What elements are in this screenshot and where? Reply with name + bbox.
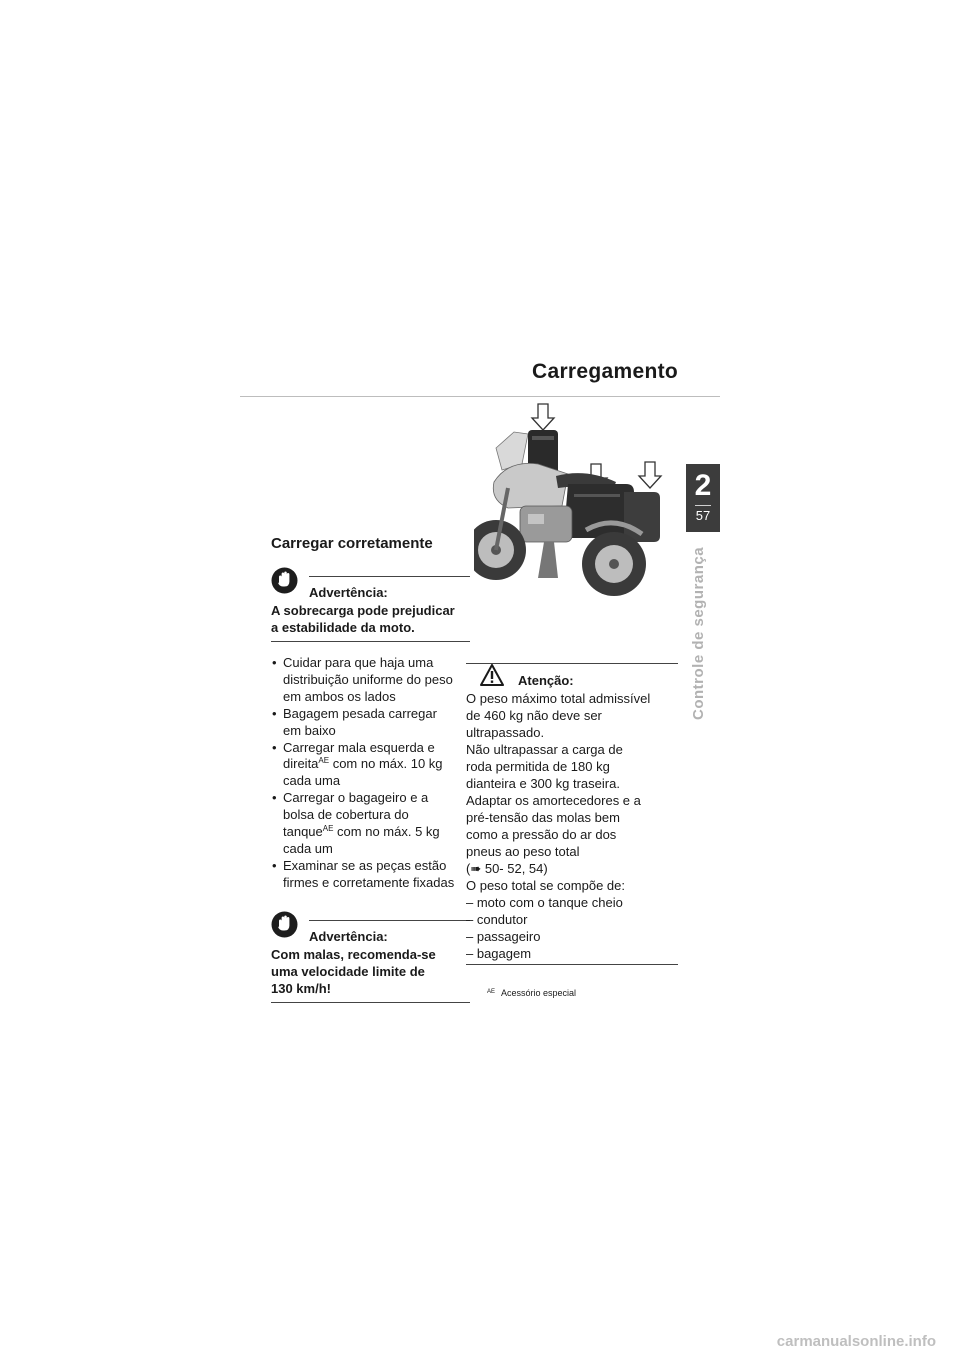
watermark: carmanualsonline.info <box>776 1333 936 1350</box>
title-divider <box>240 396 720 397</box>
list-item <box>271 706 476 740</box>
warning-box-overload <box>271 567 470 642</box>
attention-line: O peso máximo total admissível <box>466 691 651 706</box>
arrow-down-icon <box>532 404 554 430</box>
attention-line: roda permitida de 180 kg <box>466 759 610 774</box>
warning-line: uma velocidade limite de <box>271 964 425 979</box>
attention-line: – condutor <box>466 912 528 927</box>
loading-instructions-list <box>271 655 476 892</box>
hand-stop-icon <box>271 567 298 594</box>
warning-label: Advertência: <box>309 929 388 944</box>
chapter-number: 2 <box>694 469 712 502</box>
attention-line: – bagagem <box>466 946 532 961</box>
footnote-mark: AE <box>487 989 496 995</box>
list-line: • Bagagem pesada carregar <box>283 705 437 721</box>
page-number: 57 <box>695 508 711 523</box>
accessory-mark: AE <box>322 824 334 834</box>
attention-line: pré-tensão das molas bem <box>466 810 620 825</box>
attention-line: ultrapassado. <box>466 725 545 740</box>
warning-rule <box>309 576 470 577</box>
chapter-label: Controle de segurança <box>690 546 707 720</box>
attention-line: – moto com o tanque cheio <box>466 895 623 910</box>
warning-line: a estabilidade da moto. <box>271 620 415 635</box>
warning-line: Com malas, recomenda-se <box>271 947 436 962</box>
page-title: Carregamento <box>532 360 678 383</box>
attention-line: como a pressão do ar dos <box>466 827 617 842</box>
list-line: • Carregar o bagageiro e a <box>283 790 429 806</box>
list-line: em ambos os lados <box>283 688 396 704</box>
warning-box-speed <box>271 911 470 1003</box>
list-text: direita <box>283 756 319 772</box>
list-line <box>283 756 476 773</box>
attention-line: Adaptar os amortecedores e a <box>466 793 641 808</box>
motorcycle-luggage-illustration <box>474 402 684 607</box>
warning-triangle-icon <box>480 664 504 686</box>
attention-line: dianteira e 300 kg traseira. <box>466 776 620 791</box>
attention-line: pneus ao peso total <box>466 844 580 859</box>
attention-line: O peso total se compõe de: <box>466 878 625 893</box>
list-item <box>271 858 476 892</box>
list-line: • Cuidar para que haja uma <box>283 655 434 670</box>
list-line: • Carregar mala esquerda e <box>283 739 435 755</box>
footnote <box>487 988 576 998</box>
list-line: bolsa de cobertura do <box>283 807 409 823</box>
warning-text <box>271 943 470 1003</box>
list-item <box>271 740 476 791</box>
warning-header <box>271 911 470 943</box>
accessory-mark: AE <box>318 756 330 766</box>
attention-label: Atenção: <box>518 673 574 688</box>
attention-header <box>466 663 678 690</box>
list-line: em baixo <box>283 722 336 738</box>
list-text: tanque <box>283 824 323 840</box>
warning-label: Advertência: <box>309 585 388 600</box>
attention-line: de 460 kg não deve ser <box>466 708 602 723</box>
warning-line: 130 km/h! <box>271 981 331 996</box>
list-line: cada uma <box>283 773 341 789</box>
list-line: distribuição uniforme do peso <box>283 671 453 687</box>
list-line <box>283 824 476 841</box>
section-heading: Carregar corretamente <box>271 535 433 552</box>
warning-text <box>271 599 470 642</box>
list-line: firmes e corretamente fixadas <box>283 874 455 890</box>
list-item <box>271 655 476 706</box>
attention-box <box>466 663 678 965</box>
attention-line: Não ultrapassar a carga de <box>466 742 623 757</box>
list-item <box>271 790 476 858</box>
warning-rule <box>309 920 470 921</box>
attention-text <box>466 690 678 965</box>
warning-header <box>271 567 470 599</box>
chapter-tab <box>686 464 720 532</box>
page-reference: (➠ 50- 52, 54) <box>466 861 548 876</box>
hand-stop-icon <box>271 911 298 938</box>
footnote-text: Acessório especial <box>501 988 577 998</box>
list-line: • Examinar se as peças estão <box>283 857 447 873</box>
arrow-down-icon <box>639 462 661 488</box>
list-text: com no máx. 5 kg <box>333 824 440 840</box>
list-text: com no máx. 10 kg <box>329 756 443 772</box>
list-line: cada um <box>283 840 333 856</box>
attention-line: – passageiro <box>466 929 541 944</box>
warning-line: A sobrecarga pode prejudicar <box>271 603 455 618</box>
